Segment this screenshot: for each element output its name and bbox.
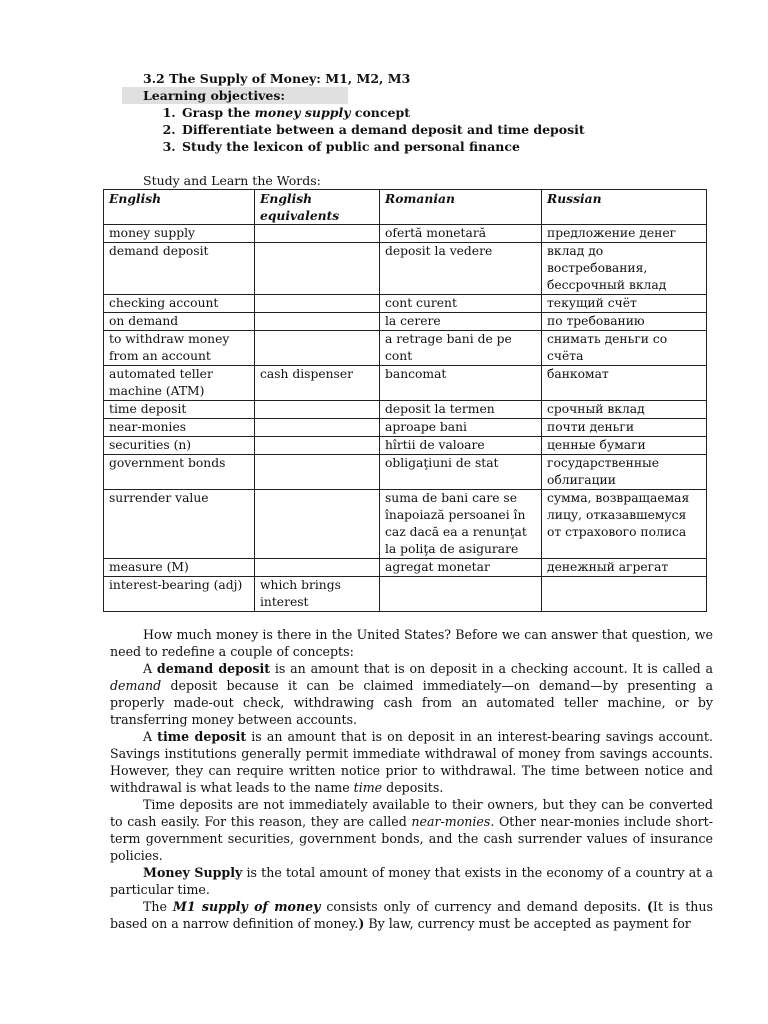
table-cell [255, 455, 380, 490]
table-row [104, 437, 707, 455]
table-cell: срочный вклад [542, 401, 707, 419]
table-row [104, 577, 707, 612]
vocabulary-table [103, 189, 707, 612]
table-cell: la cerere [380, 313, 542, 331]
table-cell: по требованию [542, 313, 707, 331]
table-cell: текущий счёт [542, 295, 707, 313]
table-cell: deposit la vedere [380, 243, 542, 295]
table-cell: to withdraw money from an account [104, 331, 255, 366]
table-cell: which brings interest [255, 577, 380, 612]
objective-item: 2. Differentiate between a demand deposit and time deposit [180, 121, 585, 138]
table-cell [255, 243, 380, 295]
text-run: time [353, 780, 383, 795]
text-run: How much money is there in the United States? Before we can answer that question, we need to redefine a couple of concepts: [110, 627, 713, 659]
text-run: deposit because it can be claimed immediately—on demand—by presenting a properly made-out check, withdrawing cash from an automated teller machine, or by transferring money between accounts. [110, 678, 713, 727]
table-cell: automated teller machine (ATM) [104, 366, 255, 401]
text-run: M1 supply of money [172, 899, 321, 914]
table-row [104, 366, 707, 401]
table-cell: obligaţiuni de stat [380, 455, 542, 490]
text-run: ) [358, 916, 365, 931]
text-run: Other near-monies include short-term government securities, government bonds, and the cash surrender values of insurance policies. [110, 814, 713, 863]
text-run: A [143, 729, 158, 744]
table-row [104, 295, 707, 313]
paragraph [110, 796, 713, 864]
objective-text: Grasp the [182, 105, 255, 120]
paragraph [110, 728, 713, 796]
table-row [104, 559, 707, 577]
body-text [110, 626, 713, 932]
objectives-title: Learning objectives: [143, 88, 285, 103]
text-run [173, 899, 321, 914]
text-run: Time deposits are not immediately available to their owners, but they can be converted to cash easily. For this reason, they are called [110, 797, 713, 829]
table-row [104, 455, 707, 490]
table-cell [255, 295, 380, 313]
text-run: is an amount that is on deposit in an interest-bearing savings account. Savings institutions generally permit immediate withdrawal of money from savings accounts. However, they can require written notice prior to withdrawal. The time between notice and withdrawal is what leads to the name [110, 729, 713, 795]
table-row [104, 490, 707, 559]
table-body [104, 225, 707, 612]
table-cell: time deposit [104, 401, 255, 419]
text-run: ( [646, 899, 653, 914]
objective-item: 3. Study the lexicon of public and personal finance [180, 138, 585, 155]
table-row [104, 225, 707, 243]
table-cell: demand deposit [104, 243, 255, 295]
paragraph [110, 864, 713, 898]
study-title: Study and Learn the Words: [143, 173, 321, 188]
text-run: deposits. [382, 780, 444, 795]
text-run: It is thus based on a narrow definition of money. [110, 899, 713, 931]
table-cell: вклад до востребования, бессрочный вклад [542, 243, 707, 295]
table-cell: сумма, возвращаемая лицу, отказавшемуся от страхового полиса [542, 490, 707, 559]
objective-item [180, 104, 585, 121]
table-cell: снимать деньги со счёта [542, 331, 707, 366]
table-cell: денежный агрегат [542, 559, 707, 577]
table-cell [380, 577, 542, 612]
text-run: A [143, 661, 157, 676]
text-run: demand [110, 678, 162, 693]
table-row [104, 331, 707, 366]
paragraph [110, 626, 713, 660]
table-cell [255, 419, 380, 437]
paragraph [110, 660, 713, 728]
table-cell [255, 401, 380, 419]
text-run: is the total amount of money that exists in the economy of a country at a particular time. [110, 865, 713, 897]
table-cell: deposit la termen [380, 401, 542, 419]
objective-emphasis: money supply [254, 105, 351, 120]
section-heading: 3.2 The Supply of Money: M1, M2, M3 [143, 71, 411, 86]
table-cell: securities (n) [104, 437, 255, 455]
table-header-cell: Romanian [380, 190, 542, 225]
text-run: consists only of currency and demand deposits. [320, 899, 647, 914]
table-cell: банкомат [542, 366, 707, 401]
table-cell: near-monies [104, 419, 255, 437]
table-cell: почти деньги [542, 419, 707, 437]
table-header-cell: English [104, 190, 255, 225]
table-cell: measure (M) [104, 559, 255, 577]
table-cell: ofertă monetară [380, 225, 542, 243]
table-cell: on demand [104, 313, 255, 331]
table-cell [255, 225, 380, 243]
table-cell: interest-bearing (adj) [104, 577, 255, 612]
table-cell: cash dispenser [255, 366, 380, 401]
table-cell [255, 313, 380, 331]
table-cell: ценные бумаги [542, 437, 707, 455]
objectives-list [158, 104, 585, 155]
table-cell: государственные облигации [542, 455, 707, 490]
text-run: The [143, 899, 173, 914]
table-cell: cont curent [380, 295, 542, 313]
table-cell [255, 437, 380, 455]
text-run: demand deposit [156, 661, 271, 676]
table-cell [542, 577, 707, 612]
objective-text: concept [350, 105, 410, 120]
table-header-cell: English equivalents [255, 190, 380, 225]
table-row [104, 243, 707, 295]
table-cell [255, 559, 380, 577]
table-row [104, 313, 707, 331]
table-cell: suma de bani care se înapoiază persoanei în caz dacă ea a renunţat la poliţa de asigurare [380, 490, 542, 559]
table-cell: government bonds [104, 455, 255, 490]
text-run: time deposit [157, 729, 247, 744]
paragraph [110, 898, 713, 932]
table-cell [255, 331, 380, 366]
table-cell: surrender value [104, 490, 255, 559]
text-run: is an amount that is on deposit in a checking account. It is called a [270, 661, 713, 676]
table-cell: a retrage bani de pe cont [380, 331, 542, 366]
table-cell: agregat monetar [380, 559, 542, 577]
table-row [104, 419, 707, 437]
table-cell: bancomat [380, 366, 542, 401]
table-cell: checking account [104, 295, 255, 313]
table-row [104, 401, 707, 419]
table-cell: hîrtii de valoare [380, 437, 542, 455]
table-header-row [104, 190, 707, 225]
text-run: By law, currency must be accepted as payment for [364, 916, 691, 931]
table-cell [255, 490, 380, 559]
text-run: Money Supply [143, 865, 243, 880]
table-cell: aproape bani [380, 419, 542, 437]
table-cell: money supply [104, 225, 255, 243]
table-cell: предложение денег [542, 225, 707, 243]
table-header-cell: Russian [542, 190, 707, 225]
text-run: near-monies. [411, 814, 495, 829]
